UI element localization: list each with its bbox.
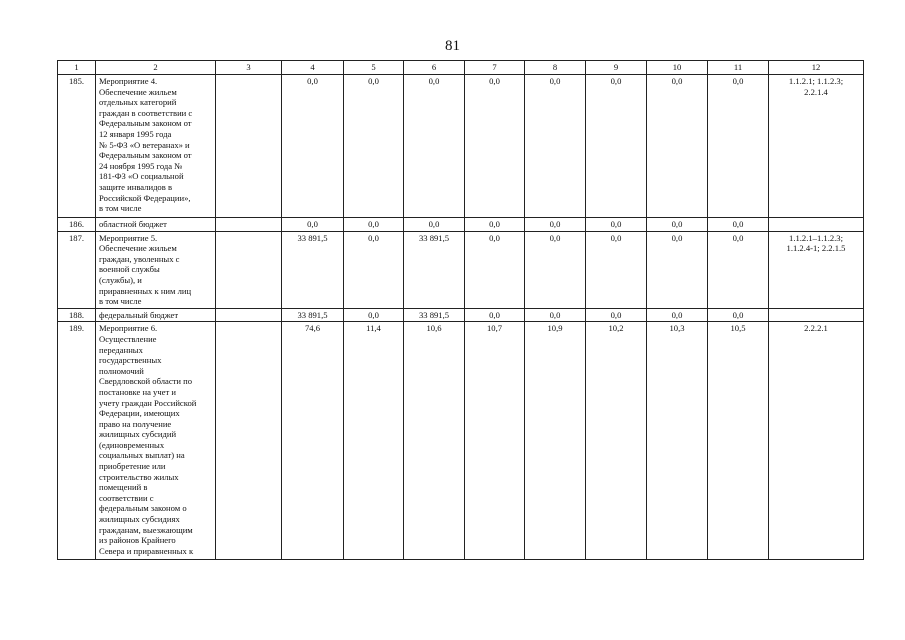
row-value: 0,0 — [465, 75, 525, 218]
row-value: 0,0 — [708, 231, 769, 308]
row-col3 — [216, 308, 282, 322]
row-value: 10,6 — [404, 322, 465, 560]
row-value: 0,0 — [708, 218, 769, 232]
row-value: 0,0 — [465, 308, 525, 322]
row-name: федеральный бюджет — [96, 308, 216, 322]
row-value: 0,0 — [586, 75, 647, 218]
row-value: 0,0 — [647, 308, 708, 322]
column-header: 2 — [96, 61, 216, 75]
row-value: 11,4 — [344, 322, 404, 560]
row-value: 0,0 — [647, 218, 708, 232]
row-number: 186. — [58, 218, 96, 232]
row-value: 0,0 — [586, 308, 647, 322]
row-value: 10,5 — [708, 322, 769, 560]
row-value: 0,0 — [586, 218, 647, 232]
row-col3 — [216, 218, 282, 232]
column-header: 5 — [344, 61, 404, 75]
row-goals: 1.1.2.1; 1.1.2.3; 2.2.1.4 — [769, 75, 864, 218]
row-goals — [769, 308, 864, 322]
row-number: 185. — [58, 75, 96, 218]
column-header: 6 — [404, 61, 465, 75]
row-value: 0,0 — [465, 231, 525, 308]
row-value: 0,0 — [344, 218, 404, 232]
row-value: 0,0 — [586, 231, 647, 308]
column-header: 9 — [586, 61, 647, 75]
row-value: 0,0 — [708, 75, 769, 218]
row-value: 0,0 — [344, 75, 404, 218]
row-name: Мероприятие 4. Обеспечение жильем отдельных категорий граждан в соответствии с Федеральным законом от 12 января 1995 года № 5-ФЗ «О ветеранах» и Федеральным законом от 24 ноября 1995 года № 181-ФЗ «О социальной защите инвалидов в Российской Федерации», в том числе — [96, 75, 216, 218]
row-col3 — [216, 75, 282, 218]
row-value: 33 891,5 — [282, 231, 344, 308]
row-number: 188. — [58, 308, 96, 322]
row-goals: 2.2.2.1 — [769, 322, 864, 560]
row-value: 0,0 — [282, 75, 344, 218]
row-value: 0,0 — [525, 75, 586, 218]
row-value: 10,7 — [465, 322, 525, 560]
row-value: 0,0 — [282, 218, 344, 232]
row-value: 0,0 — [465, 218, 525, 232]
row-value: 33 891,5 — [404, 231, 465, 308]
column-header: 8 — [525, 61, 586, 75]
row-value: 0,0 — [344, 231, 404, 308]
page-number: 81 — [445, 38, 460, 54]
column-header: 11 — [708, 61, 769, 75]
table-row — [58, 231, 864, 308]
row-value: 0,0 — [344, 308, 404, 322]
row-value: 10,3 — [647, 322, 708, 560]
row-number: 187. — [58, 231, 96, 308]
row-goals — [769, 218, 864, 232]
column-header: 12 — [769, 61, 864, 75]
row-value: 0,0 — [525, 218, 586, 232]
table-row — [58, 308, 864, 322]
row-value: 0,0 — [404, 218, 465, 232]
row-value: 74,6 — [282, 322, 344, 560]
row-value: 0,0 — [708, 308, 769, 322]
row-name: Мероприятие 6. Осуществление переданных государственных полномочий Свердловской области по постановке на учет и учету граждан Российской Федерации, имеющих право на получение жилищных субсидий (единовременных социальных выплат) на приобретение или строительство жилых помещений в соответствии с федеральным законом о жилищных субсидиях гражданам, выезжающим из районов Крайнего Севера и приравненных к — [96, 322, 216, 560]
column-header: 7 — [465, 61, 525, 75]
column-header: 3 — [216, 61, 282, 75]
row-value: 0,0 — [647, 75, 708, 218]
column-header: 1 — [58, 61, 96, 75]
row-goals: 1.1.2.1–1.1.2.3; 1.1.2.4-1; 2.2.1.5 — [769, 231, 864, 308]
table-row — [58, 218, 864, 232]
column-header: 10 — [647, 61, 708, 75]
table-row — [58, 322, 864, 560]
row-value: 10,9 — [525, 322, 586, 560]
row-value: 10,2 — [586, 322, 647, 560]
row-name: областной бюджет — [96, 218, 216, 232]
row-col3 — [216, 322, 282, 560]
row-value: 0,0 — [404, 75, 465, 218]
row-value: 33 891,5 — [282, 308, 344, 322]
row-value: 33 891,5 — [404, 308, 465, 322]
budget-table — [57, 60, 864, 560]
column-header: 4 — [282, 61, 344, 75]
table-row — [58, 75, 864, 218]
row-value: 0,0 — [525, 308, 586, 322]
row-col3 — [216, 231, 282, 308]
row-name: Мероприятие 5. Обеспечение жильем граждан, уволенных с военной службы (службы), и приравненных к ним лиц в том числе — [96, 231, 216, 308]
row-number: 189. — [58, 322, 96, 560]
header-row — [58, 61, 864, 75]
row-value: 0,0 — [647, 231, 708, 308]
row-value: 0,0 — [525, 231, 586, 308]
